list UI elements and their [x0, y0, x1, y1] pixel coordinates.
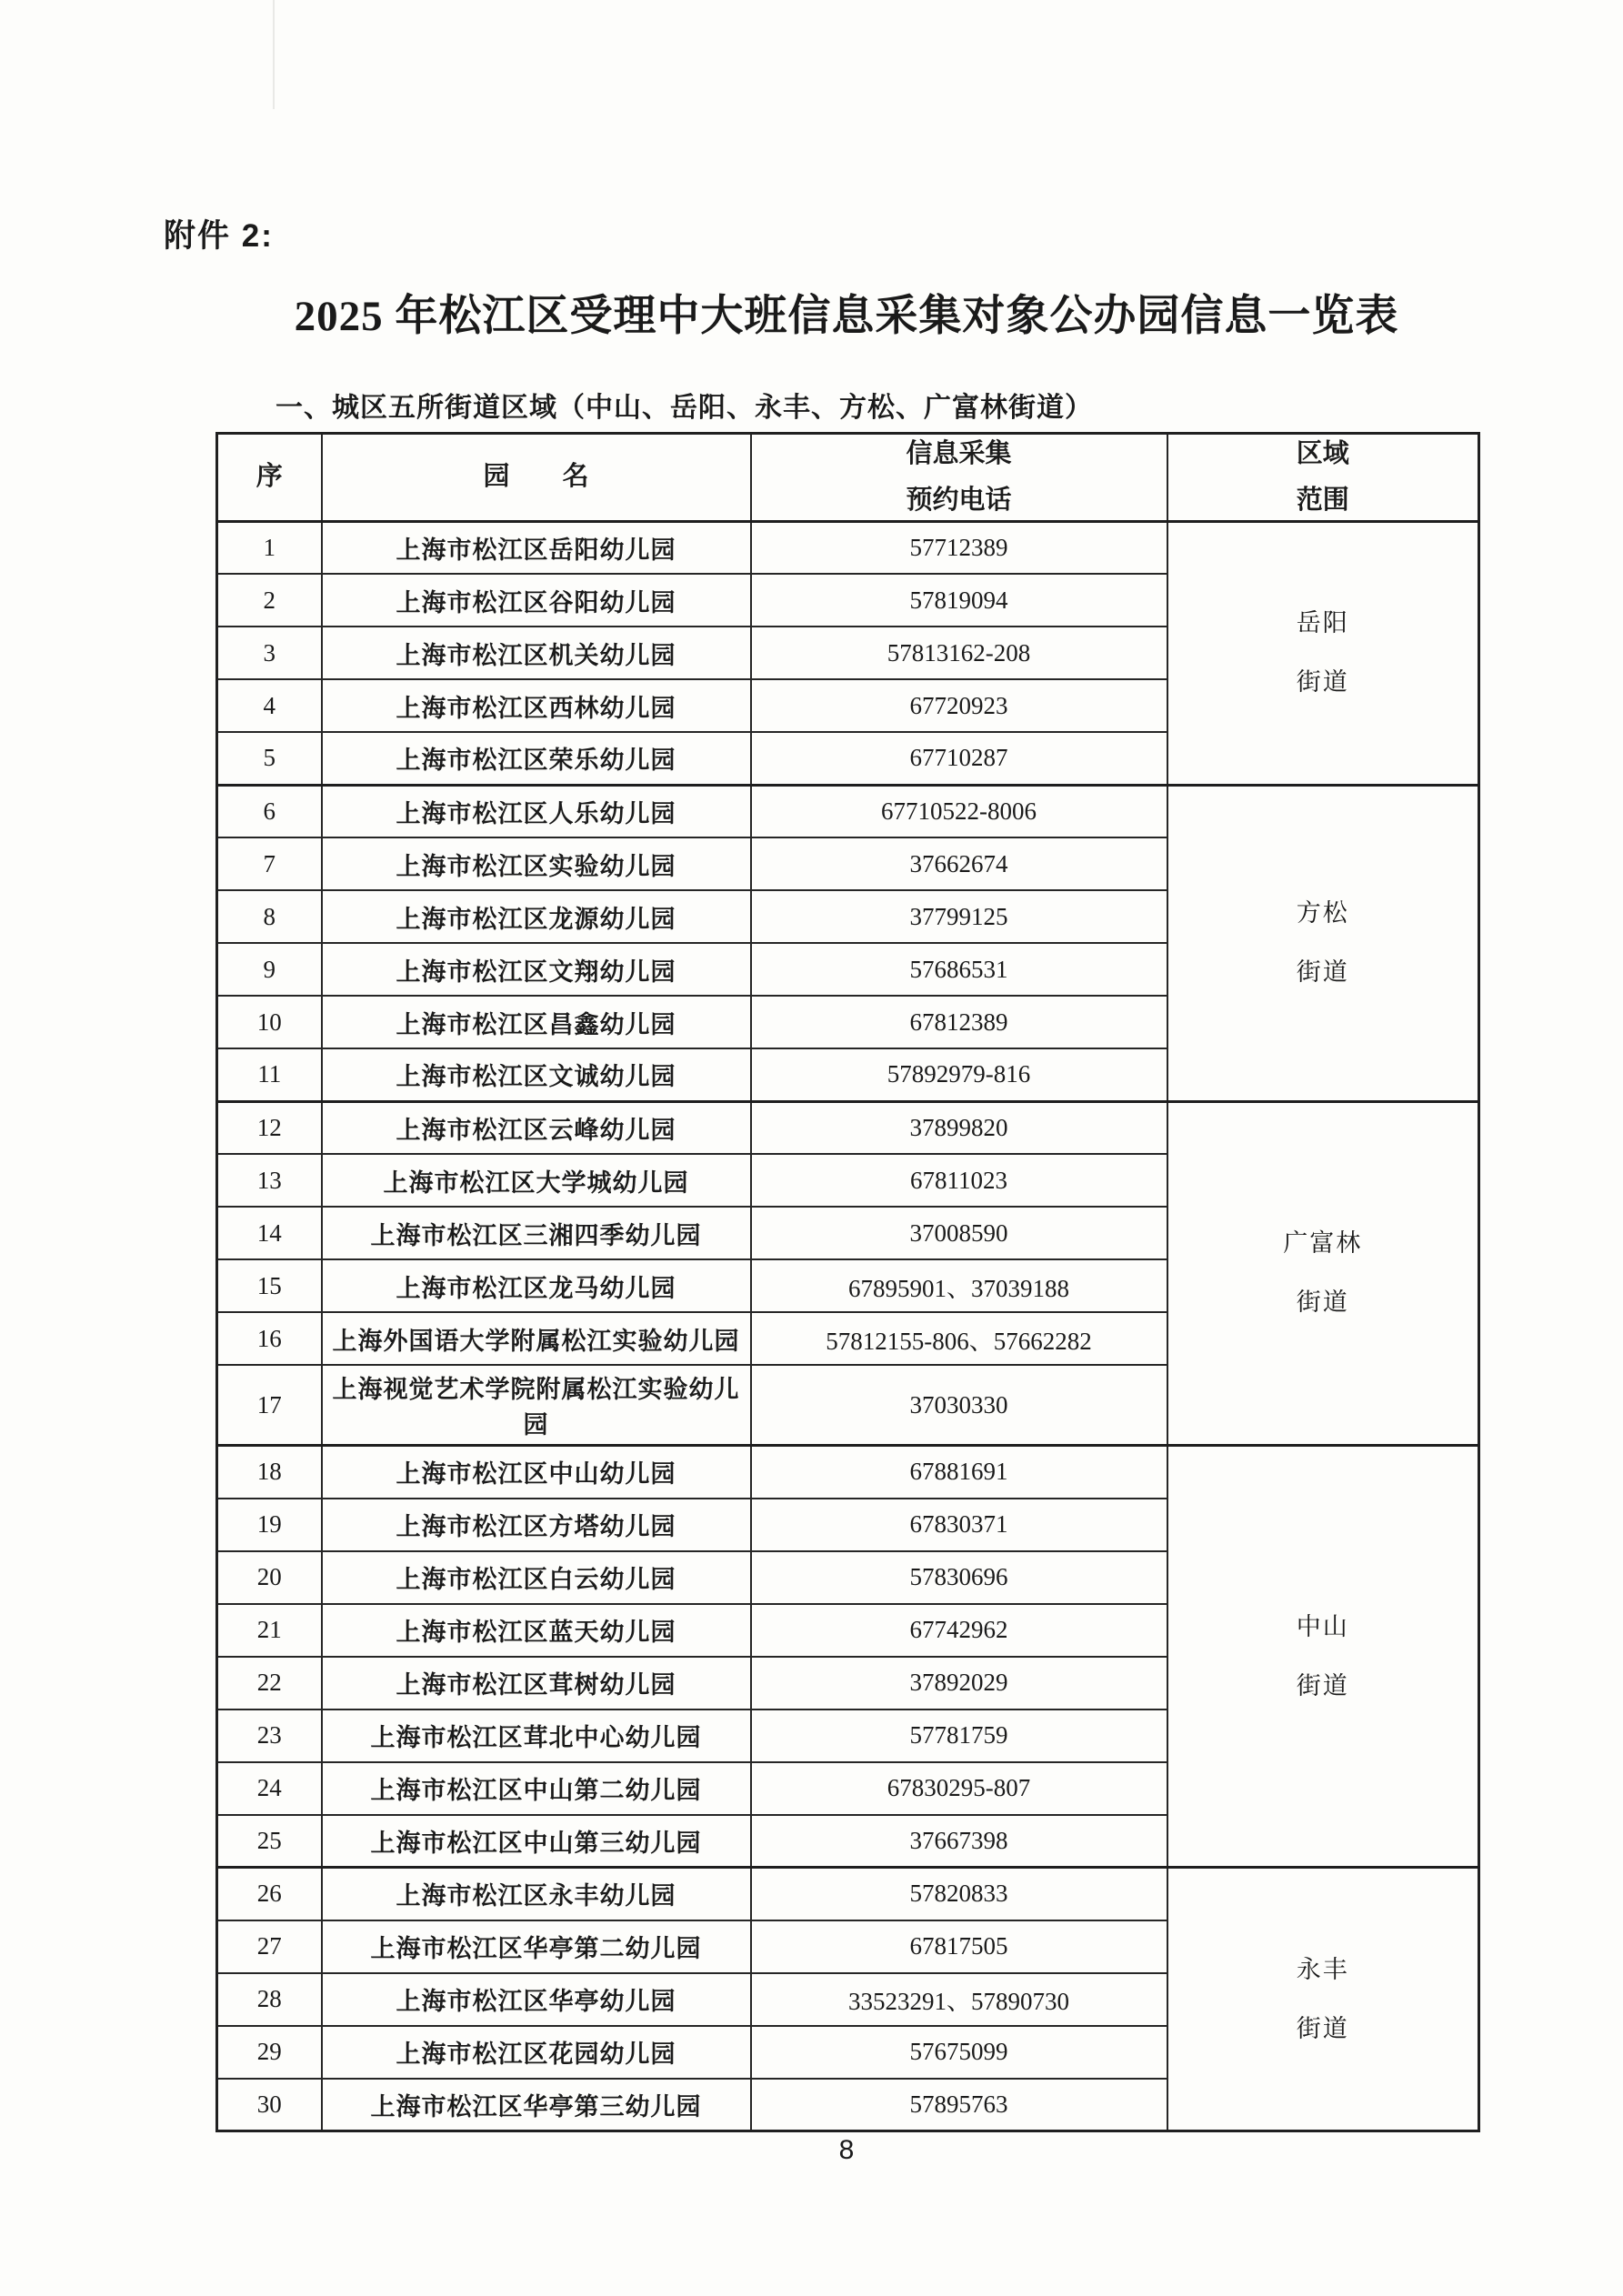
- row-index: 25: [217, 1815, 322, 1868]
- kindergarten-name: 上海市松江区华亭幼儿园: [322, 1973, 751, 2026]
- kindergarten-name: 上海市松江区花园幼儿园: [322, 2026, 751, 2079]
- phone-number: 67895901、37039188: [751, 1259, 1167, 1312]
- kindergarten-name: 上海市松江区茸北中心幼儿园: [322, 1709, 751, 1762]
- row-index: 6: [217, 785, 322, 837]
- kindergarten-name: 上海市松江区龙马幼儿园: [322, 1259, 751, 1312]
- header-phone: [751, 434, 1167, 522]
- phone-number: 37008590: [751, 1207, 1167, 1259]
- row-index: 3: [217, 627, 322, 679]
- district-line: 方松: [1296, 899, 1349, 927]
- kindergarten-name: 上海市松江区实验幼儿园: [322, 837, 751, 890]
- district-line: 街道: [1296, 1671, 1349, 1699]
- row-index: 12: [217, 1101, 322, 1154]
- table-row: [217, 1446, 1479, 1499]
- row-index: 4: [217, 679, 322, 732]
- kindergarten-name: 上海市松江区茸树幼儿园: [322, 1657, 751, 1709]
- phone-number: 57892979-816: [751, 1048, 1167, 1101]
- row-index: 1: [217, 521, 322, 574]
- district-line: 街道: [1296, 958, 1349, 987]
- phone-number: 57686531: [751, 943, 1167, 996]
- row-index: 24: [217, 1762, 322, 1815]
- row-index: 2: [217, 574, 322, 627]
- kindergarten-name: 上海市松江区云峰幼儿园: [322, 1101, 751, 1154]
- phone-number: 67817505: [751, 1920, 1167, 1973]
- row-index: 19: [217, 1499, 322, 1551]
- phone-number: 37799125: [751, 890, 1167, 943]
- row-index: 23: [217, 1709, 322, 1762]
- row-index: 27: [217, 1920, 322, 1973]
- table-header: [217, 434, 1479, 522]
- phone-number: 37662674: [751, 837, 1167, 890]
- phone-number: 33523291、57890730: [751, 1973, 1167, 2026]
- header-name-label: 园 名: [483, 462, 589, 492]
- phone-number: 57830696: [751, 1551, 1167, 1604]
- header-district-line2: 范围: [1296, 485, 1349, 515]
- district-line: 岳阳: [1296, 609, 1349, 637]
- kindergarten-name: 上海市松江区中山第二幼儿园: [322, 1762, 751, 1815]
- kindergarten-name: 上海市松江区中山幼儿园: [322, 1446, 751, 1499]
- kindergarten-name: 上海市松江区华亭第二幼儿园: [322, 1920, 751, 1973]
- row-index: 13: [217, 1154, 322, 1207]
- kindergarten-name: 上海市松江区文翔幼儿园: [322, 943, 751, 996]
- phone-number: 57820833: [751, 1868, 1167, 1920]
- attachment-label: 附件 2:: [164, 218, 274, 254]
- kindergarten-name: 上海市松江区机关幼儿园: [322, 627, 751, 679]
- table-row: [217, 785, 1479, 837]
- table-row: [217, 1101, 1479, 1154]
- kindergarten-name: 上海市松江区谷阳幼儿园: [322, 574, 751, 627]
- kindergarten-name: 上海市松江区永丰幼儿园: [322, 1868, 751, 1920]
- header-index: [217, 434, 322, 522]
- row-index: 11: [217, 1048, 322, 1101]
- kindergarten-name: 上海市松江区昌鑫幼儿园: [322, 996, 751, 1048]
- phone-number: 57813162-208: [751, 627, 1167, 679]
- row-index: 30: [217, 2079, 322, 2131]
- row-index: 16: [217, 1312, 322, 1365]
- row-index: 7: [217, 837, 322, 890]
- row-index: 22: [217, 1657, 322, 1709]
- kindergarten-name: 上海市松江区文诚幼儿园: [322, 1048, 751, 1101]
- row-index: 28: [217, 1973, 322, 2026]
- row-index: 21: [217, 1604, 322, 1657]
- kindergarten-name: 上海市松江区三湘四季幼儿园: [322, 1207, 751, 1259]
- phone-number: 57895763: [751, 2079, 1167, 2131]
- table-row: [217, 1868, 1479, 1920]
- header-index-label: 序: [255, 462, 283, 492]
- phone-number: 57675099: [751, 2026, 1167, 2079]
- phone-number: 67720923: [751, 679, 1167, 732]
- district-cell: [1167, 1446, 1479, 1868]
- kindergarten-name: 上海市松江区华亭第三幼儿园: [322, 2079, 751, 2131]
- district-cell: [1167, 1101, 1479, 1446]
- phone-number: 37892029: [751, 1657, 1167, 1709]
- kindergarten-name: 上海市松江区方塔幼儿园: [322, 1499, 751, 1551]
- table-body: [217, 521, 1479, 2131]
- district-cell: [1167, 785, 1479, 1101]
- header-phone-line2: 预约电话: [906, 485, 1012, 515]
- row-index: 9: [217, 943, 322, 996]
- row-index: 20: [217, 1551, 322, 1604]
- kindergarten-name: 上海视觉艺术学院附属松江实验幼儿园: [322, 1365, 751, 1446]
- page-number: 8: [838, 2135, 855, 2165]
- row-index: 26: [217, 1868, 322, 1920]
- row-index: 18: [217, 1446, 322, 1499]
- row-index: 29: [217, 2026, 322, 2079]
- page-title: 2025 年松江区受理中大班信息采集对象公办园信息一览表: [294, 293, 1399, 340]
- header-kindergarten-name: [322, 434, 751, 522]
- kindergarten-name: 上海市松江区龙源幼儿园: [322, 890, 751, 943]
- phone-number: 67830295-807: [751, 1762, 1167, 1815]
- scan-artifact-line: [273, 0, 275, 109]
- row-index: 10: [217, 996, 322, 1048]
- phone-number: 67812389: [751, 996, 1167, 1048]
- phone-number: 67710287: [751, 732, 1167, 785]
- phone-number: 37030330: [751, 1365, 1167, 1446]
- row-index: 5: [217, 732, 322, 785]
- table-header-row: [217, 434, 1479, 522]
- row-index: 15: [217, 1259, 322, 1312]
- header-district-line1: 区域: [1296, 439, 1349, 468]
- kindergarten-name: 上海市松江区人乐幼儿园: [322, 785, 751, 837]
- phone-number: 57819094: [751, 574, 1167, 627]
- kindergarten-name: 上海市松江区中山第三幼儿园: [322, 1815, 751, 1868]
- kindergarten-name: 上海市松江区蓝天幼儿园: [322, 1604, 751, 1657]
- phone-number: 57712389: [751, 521, 1167, 574]
- row-index: 14: [217, 1207, 322, 1259]
- kindergarten-name: 上海外国语大学附属松江实验幼儿园: [322, 1312, 751, 1365]
- district-line: 广富林: [1283, 1229, 1363, 1258]
- phone-number: 67830371: [751, 1499, 1167, 1551]
- table-row: [217, 521, 1479, 574]
- phone-number: 67881691: [751, 1446, 1167, 1499]
- kindergarten-name: 上海市松江区岳阳幼儿园: [322, 521, 751, 574]
- kindergarten-roster-table: [215, 432, 1480, 2132]
- header-district: [1167, 434, 1479, 522]
- phone-number: 57812155-806、57662282: [751, 1312, 1167, 1365]
- district-line: 永丰: [1296, 1955, 1349, 1983]
- district-line: 街道: [1296, 668, 1349, 697]
- kindergarten-name: 上海市松江区西林幼儿园: [322, 679, 751, 732]
- row-index: 8: [217, 890, 322, 943]
- district-cell: [1167, 1868, 1479, 2131]
- district-line: 街道: [1296, 1288, 1349, 1317]
- kindergarten-name: 上海市松江区白云幼儿园: [322, 1551, 751, 1604]
- section-subtitle: 一、城区五所街道区域（中山、岳阳、永丰、方松、广富林街道）: [276, 393, 1093, 423]
- phone-number: 67710522-8006: [751, 785, 1167, 837]
- phone-number: 37899820: [751, 1101, 1167, 1154]
- phone-number: 57781759: [751, 1709, 1167, 1762]
- row-index: 17: [217, 1365, 322, 1446]
- district-line: 街道: [1296, 2014, 1349, 2042]
- phone-number: 37667398: [751, 1815, 1167, 1868]
- phone-number: 67811023: [751, 1154, 1167, 1207]
- district-cell: [1167, 521, 1479, 785]
- district-line: 中山: [1296, 1612, 1349, 1640]
- kindergarten-name: 上海市松江区大学城幼儿园: [322, 1154, 751, 1207]
- phone-number: 67742962: [751, 1604, 1167, 1657]
- header-phone-line1: 信息采集: [906, 439, 1012, 468]
- kindergarten-name: 上海市松江区荣乐幼儿园: [322, 732, 751, 785]
